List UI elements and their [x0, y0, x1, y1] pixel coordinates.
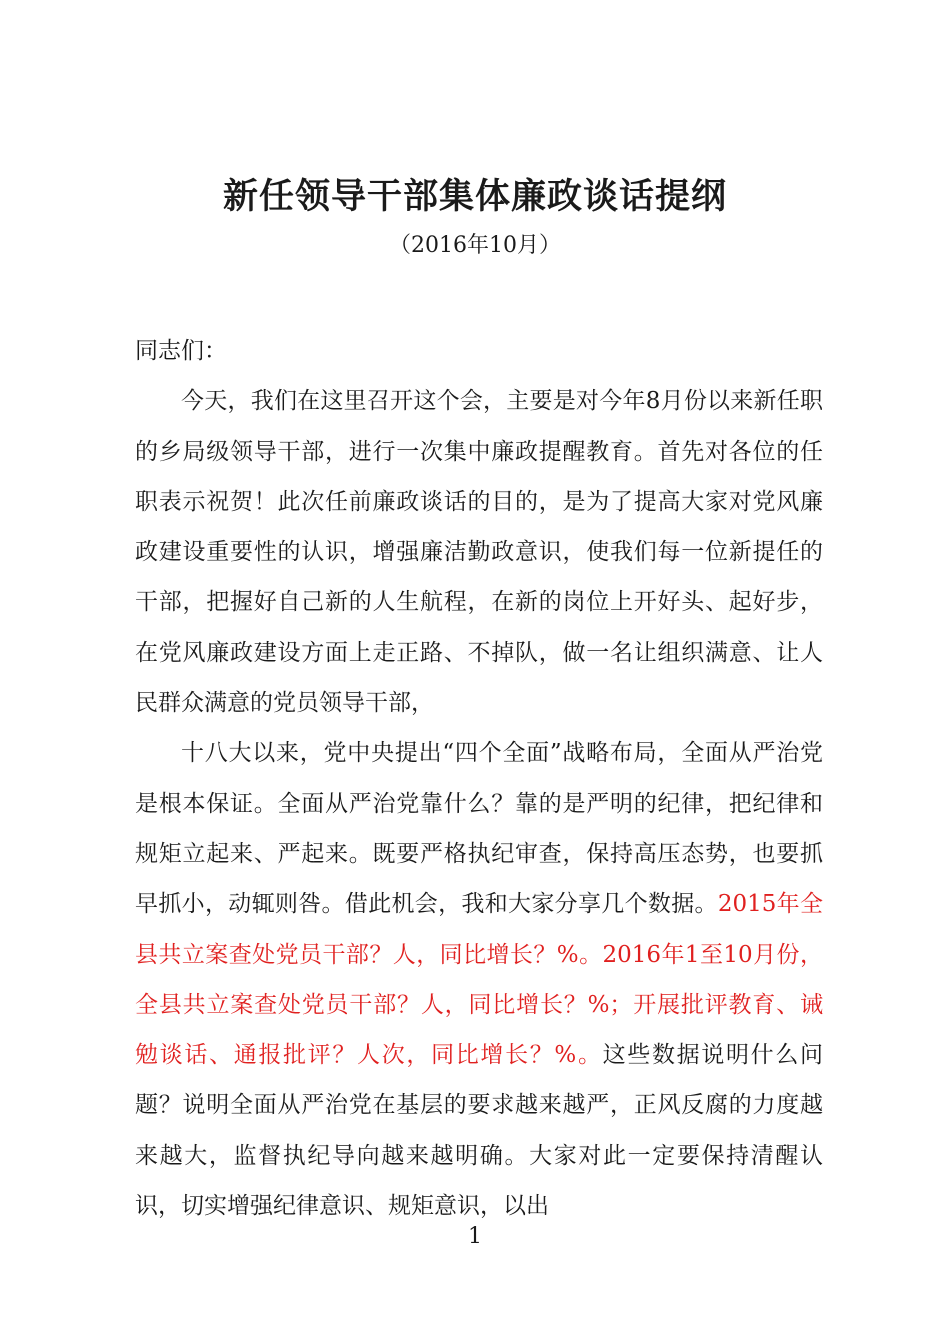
paragraph-discipline-conclusion: 这些数据说明什么问题？说明全面从严治党在基层的要求越来越严，正风反腐的力度越来越大，监督执纪导向越来越明确。大家对此一定要保持清醒认识，切实增强纪律意识、规矩意识，以出 — [135, 1042, 823, 1220]
paragraph-discipline-text: 十八大以来，党中央提出“四个全面”战略布局，全面从严治党是根本保证。全面从严治党靠什么？靠的是严明的纪律，把纪律和规矩立起来、严起来。既要严格执纪审查，保持高压态势，也要抓早抓小，动辄则咎。借此机会，我和大家分享几个数据。 — [135, 740, 823, 918]
paragraph-discipline — [135, 728, 823, 1231]
document-title: 新任领导干部集体廉政谈话提纲 — [222, 176, 727, 217]
paragraph-intro: 今天，我们在这里召开这个会，主要是对今年8月份以来新任职的乡局级领导干部，进行一次集中廉政提醒教育。首先对各位的任职表示祝贺！此次任前廉政谈话的目的，是为了提高大家对党风廉政建设重要性的认识，增强廉洁勤政意识，使我们每一位新提任的干部，把握好自己新的人生航程，在新的岗位上开好头、起好步，在党风廉政建设方面上走正路、不掉队，做一名让组织满意、让人民群众满意的党员领导干部， — [135, 388, 823, 717]
page-number: 1 — [468, 1224, 482, 1249]
salutation: 同志们： — [135, 338, 227, 364]
statistics-highlight: 2015年全县共立案查处党员干部？人，同比增长？%。2016年1至10月份，全县共立案查处党员干部？人，同比增长？%；开展批评教育、诫勉谈话、通报批评？人次，同比增长？%。 — [135, 891, 823, 1069]
document-date: （2016年10月） — [389, 233, 561, 258]
document-body — [135, 326, 823, 1231]
